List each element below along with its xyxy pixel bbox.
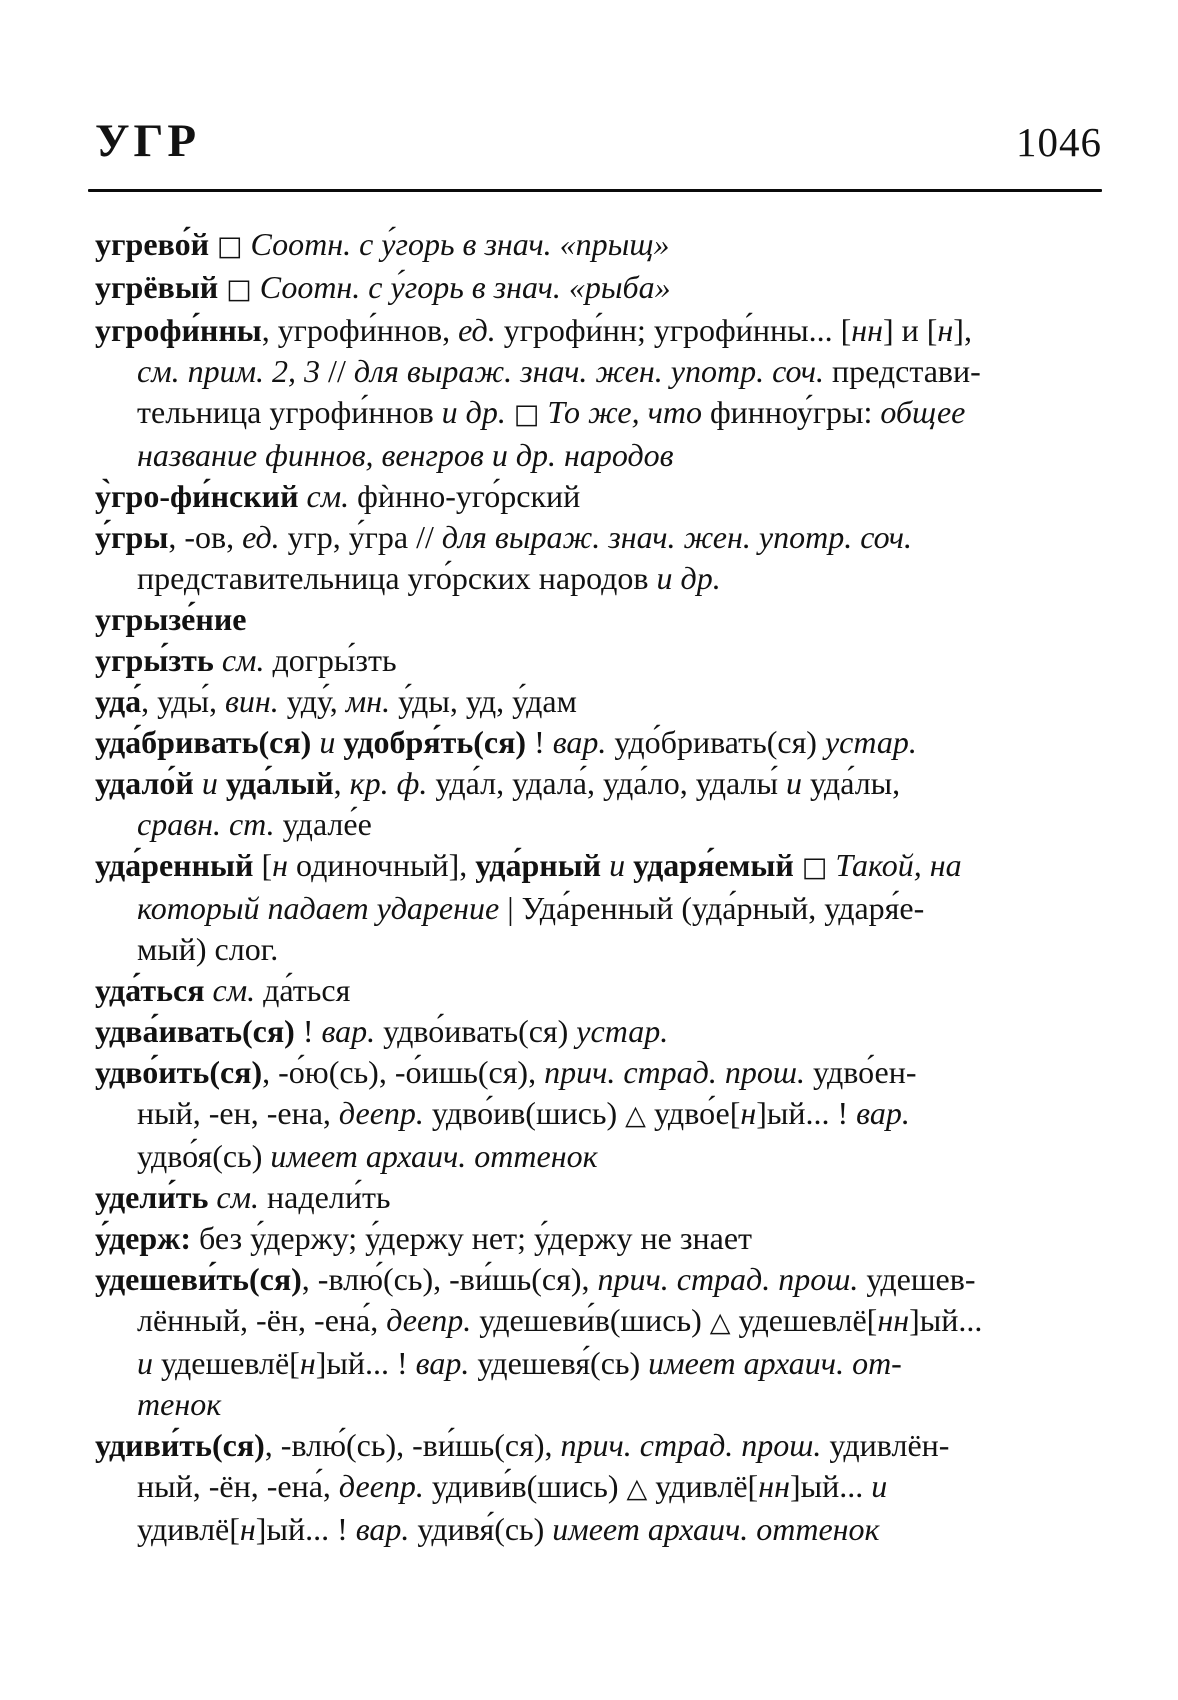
entry-text: ]ый... ! [315, 1345, 416, 1381]
entry-text: удиви́в(шись) [423, 1468, 627, 1504]
grammar-label: н [299, 1345, 316, 1381]
grammar-label: устар. [824, 724, 917, 760]
sense-marker-icon: △ [709, 1307, 731, 1338]
entry-text: ! [294, 1013, 322, 1049]
grammar-label: Такой, на [835, 847, 962, 883]
dictionary-entry [95, 1259, 1102, 1425]
dictionary-entry [95, 1177, 1102, 1218]
entry-text [243, 226, 251, 262]
grammar-label: и [137, 1345, 153, 1381]
grammar-label: То же, что [547, 394, 702, 430]
grammar-label: ед. [242, 519, 280, 555]
entry-text: угрофи́нн; угрофи́нны... [ [495, 312, 852, 348]
grammar-label: имеет архаич. оттенок [552, 1511, 880, 1547]
grammar-label: нн [758, 1468, 790, 1504]
entry-text: тельница угрофи́ннов [137, 394, 442, 430]
headword-text: уда́ренный [95, 847, 254, 883]
entry-text: удво́я(сь) [137, 1138, 271, 1174]
grammar-label: и [609, 847, 626, 883]
dictionary-entry [95, 476, 1102, 517]
entry-text [214, 642, 222, 678]
headword-text: удели́ть [95, 1179, 209, 1215]
entry-text: ], [953, 312, 972, 348]
entry-text: удво́ивать(ся) [375, 1013, 577, 1049]
entry-text: // [320, 353, 354, 389]
entry-text: лённый, -ён, -ена́, [137, 1302, 387, 1338]
grammar-label: мн. [345, 683, 391, 719]
grammar-label: и [871, 1468, 888, 1504]
entry-text: у́ды, уд, у́дам [390, 683, 577, 719]
entry-text: | Уда́ренный (уда́рный, ударя́е- [499, 890, 925, 926]
grammar-label: см. [216, 1179, 260, 1215]
page-number: 1046 [1016, 119, 1102, 165]
grammar-label: вар. [415, 1345, 470, 1381]
headword-text: угрофи́нны [95, 312, 262, 348]
grammar-label: см. [306, 478, 350, 514]
dictionary-entry [95, 640, 1102, 681]
entry-text: удо́бривать(ся) [606, 724, 825, 760]
entry-text: ный, -ён, -ена́, [137, 1468, 339, 1504]
grammar-label: вин. [224, 683, 279, 719]
headword-text: уда́лый [225, 765, 334, 801]
entry-text: удивлё[ [137, 1511, 240, 1547]
headword-text: удво́ить(ся) [95, 1054, 263, 1090]
dictionary-entry [95, 1218, 1102, 1259]
grammar-label: см. [221, 642, 265, 678]
entry-text: уда́лы, [801, 765, 901, 801]
entry-text: да́ться [255, 972, 351, 1008]
dictionary-entry [95, 1425, 1102, 1550]
grammar-label: н [937, 312, 954, 348]
sense-marker-icon: □ [513, 399, 540, 430]
entry-text [218, 765, 226, 801]
headword-text: ударя́емый [633, 847, 794, 883]
sense-marker-icon: □ [226, 274, 252, 305]
entry-text: , -влю́(сь), -ви́шь(ся), [301, 1261, 598, 1297]
dictionary-entry [95, 224, 1102, 267]
grammar-label: вар. [355, 1511, 410, 1547]
guide-word: УГР [95, 115, 201, 167]
entry-text: , [333, 765, 350, 801]
entry-text: ]ый... ! [756, 1095, 857, 1131]
dictionary-entry [95, 1052, 1102, 1177]
entry-text: удивя́(сь) [409, 1511, 553, 1547]
entry-text: финноу́гры: [701, 394, 881, 430]
entry-text: удале́е [274, 806, 372, 842]
dictionary-entry [95, 763, 1102, 845]
sense-marker-icon: △ [625, 1100, 646, 1131]
entry-text: уда́л, удала́, уда́ло, удалы́ [427, 765, 786, 801]
headword-text: угрызе́ние [95, 601, 247, 637]
headword-text: уда́бривать(ся) [95, 724, 312, 760]
grammar-label: кр. ф. [349, 765, 428, 801]
entry-text: надели́ть [259, 1179, 391, 1215]
entry-text: представительница уго́рских народов [137, 560, 657, 596]
entry-text: [ [253, 847, 273, 883]
entry-text [194, 765, 202, 801]
entry-text: догры́зть [264, 642, 397, 678]
entry-text: фѝнно-уго́рский [349, 478, 581, 514]
grammar-label: для выраж. знач. жен. употр. соч. [353, 353, 824, 389]
grammar-label: н [740, 1095, 757, 1131]
entry-text: удешев- [858, 1261, 976, 1297]
entry-text: , -влю́(сь), -ви́шь(ся), [264, 1427, 561, 1463]
headword-text: уда́ться [95, 972, 205, 1008]
grammar-label: вар. [552, 724, 607, 760]
grammar-label: и [319, 724, 336, 760]
dictionary-entry [95, 681, 1102, 722]
entry-text [794, 847, 802, 883]
entry-text: удешевя́(сь) [469, 1345, 649, 1381]
dictionary-entry [95, 517, 1102, 599]
dictionary-entry [95, 845, 1102, 970]
entry-text: , -о́ю(сь), -о́ишь(ся), [262, 1054, 545, 1090]
grammar-label: деепр. [338, 1095, 424, 1131]
entry-text: удешевлё[ [153, 1345, 300, 1381]
grammar-label: деепр. [338, 1468, 424, 1504]
entry-text: , -ов, [168, 519, 243, 555]
entry-text: удво́е[ [645, 1095, 741, 1131]
grammar-label: тенок [137, 1386, 222, 1422]
dictionary-entry [95, 599, 1102, 640]
grammar-label: прич. страд. прош. [544, 1054, 805, 1090]
grammar-label: деепр. [386, 1302, 472, 1338]
entry-text [209, 226, 217, 262]
entry-text: одиночный], [288, 847, 476, 883]
entry-text: , уды́, [141, 683, 225, 719]
headword-text: уда́рный [475, 847, 602, 883]
headword-text: удало́й [95, 765, 194, 801]
entry-text: ]ый... ! [255, 1511, 356, 1547]
grammar-label: см. прим. 2, 3 [137, 353, 321, 389]
grammar-label: который падает ударение [137, 890, 500, 926]
entry-text: удешеви́в(шись) [471, 1302, 710, 1338]
entry-text: без у́держу; у́держу нет; у́держу не знает [191, 1220, 753, 1256]
page-header [95, 115, 1102, 167]
grammar-label: н [239, 1511, 256, 1547]
headword-text: у́держ: [95, 1220, 192, 1256]
sense-marker-icon: □ [801, 852, 828, 883]
entry-text: ]ый... [789, 1468, 872, 1504]
entry-text: мый) слог. [137, 931, 279, 967]
grammar-label: название финнов, венгров и др. народов [137, 437, 674, 473]
headword-text: угры́зть [95, 642, 214, 678]
headword-text: удобря́ть(ся) [343, 724, 527, 760]
grammar-label: Соотн. с у́горь в знач. «прыщ» [250, 226, 670, 262]
grammar-label: вар. [321, 1013, 376, 1049]
grammar-label: прич. страд. прош. [597, 1261, 859, 1297]
grammar-label: нн [851, 312, 883, 348]
grammar-label: для выраж. знач. жен. употр. соч. [441, 519, 913, 555]
sense-marker-icon: △ [626, 1473, 648, 1504]
headword-text: у̀гро-фи́нский [95, 478, 299, 514]
entry-text: , угрофи́ннов, [261, 312, 459, 348]
grammar-label: общее [880, 394, 966, 430]
dictionary-entry [95, 970, 1102, 1011]
grammar-label: н [272, 847, 288, 883]
entry-text: угр, у́гра // [279, 519, 442, 555]
entry-text [506, 394, 514, 430]
dictionary-entry [95, 1011, 1102, 1052]
header-rule [88, 189, 1102, 192]
grammar-label: прич. страд. прош. [560, 1427, 822, 1463]
headword-text: у́гры [95, 519, 169, 555]
entry-text: ! [526, 724, 553, 760]
grammar-label: и [201, 765, 218, 801]
headword-text: уда́ [95, 683, 142, 719]
grammar-label: и др. [656, 560, 721, 596]
headword-text: угрёвый [95, 269, 219, 305]
entry-text [205, 972, 213, 1008]
grammar-label: вар. [856, 1095, 910, 1131]
entry-text: удивлё[ [647, 1468, 759, 1504]
headword-text: удиви́ть(ся) [95, 1427, 265, 1463]
sense-marker-icon: □ [217, 231, 243, 262]
grammar-label: и др. [441, 394, 506, 430]
entry-text: представи- [823, 353, 981, 389]
grammar-label: нн [877, 1302, 910, 1338]
headword-text: угрево́й [95, 226, 210, 262]
entry-text: удешевлё[ [730, 1302, 878, 1338]
entry-text: ]ый... [909, 1302, 983, 1338]
entry-text: удво́ив(шись) [423, 1095, 626, 1131]
grammar-label: имеет архаич. оттенок [270, 1138, 598, 1174]
entries [95, 224, 1102, 1550]
dictionary-entry [95, 267, 1102, 310]
grammar-label: и [785, 765, 802, 801]
entry-text: ] и [ [882, 312, 938, 348]
grammar-label: имеет архаич. от- [648, 1345, 902, 1381]
headword-text: удешеви́ть(ся) [95, 1261, 302, 1297]
headword-text: удва́ивать(ся) [95, 1013, 295, 1049]
grammar-label: ед. [458, 312, 496, 348]
dictionary-entry [95, 310, 1102, 476]
grammar-label: устар. [576, 1013, 669, 1049]
entry-text [601, 847, 609, 883]
entry-text: уду́, [278, 683, 346, 719]
entry-text: ный, -ен, -ена, [137, 1095, 339, 1131]
grammar-label: Соотн. с у́горь в знач. «рыба» [259, 269, 671, 305]
dictionary-entry [95, 722, 1102, 763]
grammar-label: сравн. ст. [137, 806, 275, 842]
entry-text [252, 269, 260, 305]
grammar-label: см. [212, 972, 256, 1008]
entry-text [299, 478, 307, 514]
entry-text [625, 847, 633, 883]
entry-text: удивлён- [821, 1427, 950, 1463]
entry-text: удво́ен- [804, 1054, 917, 1090]
